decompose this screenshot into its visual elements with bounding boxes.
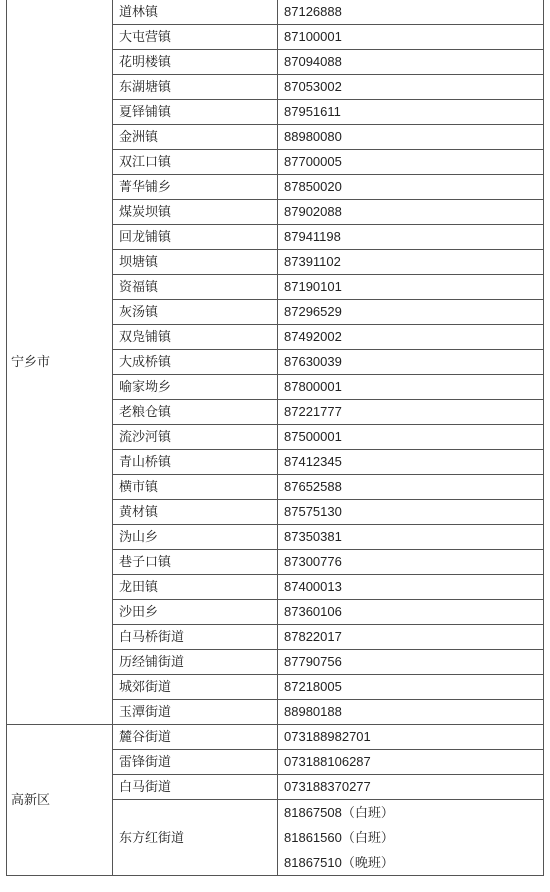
- phone-number: 87790756: [284, 654, 342, 669]
- phone-cell: [278, 500, 544, 525]
- district-cell: 宁乡市: [7, 0, 113, 725]
- phone-cell: [278, 200, 544, 225]
- town-cell: 龙田镇: [113, 575, 278, 600]
- phone-number: 88980080: [284, 129, 342, 144]
- phone-cell: [278, 100, 544, 125]
- phone-cell: [278, 675, 544, 700]
- phone-cell: [278, 225, 544, 250]
- town-cell: 黄材镇: [113, 500, 278, 525]
- town-cell: 沙田乡: [113, 600, 278, 625]
- phone-cell: [278, 650, 544, 675]
- phone-number: 87492002: [284, 329, 342, 344]
- phone-cell: [278, 575, 544, 600]
- phone-cell: [278, 175, 544, 200]
- town-cell: 道林镇: [113, 0, 278, 25]
- phone-cell: [278, 325, 544, 350]
- town-cell: 白马街道: [113, 775, 278, 800]
- phone-cell: [278, 25, 544, 50]
- phone-number: 87053002: [284, 79, 342, 94]
- phone-cell: [278, 50, 544, 75]
- town-cell: 双江口镇: [113, 150, 278, 175]
- town-cell: 双凫铺镇: [113, 325, 278, 350]
- phone-cell: [278, 525, 544, 550]
- phone-cell: [278, 125, 544, 150]
- town-cell: 回龙铺镇: [113, 225, 278, 250]
- phone-cell: [278, 400, 544, 425]
- town-cell: 坝塘镇: [113, 250, 278, 275]
- phone-number: 87190101: [284, 279, 342, 294]
- phone-number: 81867510（晚班）: [284, 855, 394, 870]
- phone-number: 87300776: [284, 554, 342, 569]
- phone-number: 87360106: [284, 604, 342, 619]
- phone-number: 87500001: [284, 429, 342, 444]
- town-cell: 玉潭街道: [113, 700, 278, 725]
- town-cell: 雷锋街道: [113, 750, 278, 775]
- phone-number: 87630039: [284, 354, 342, 369]
- phone-number: 87100001: [284, 29, 342, 44]
- phone-cell: [278, 550, 544, 575]
- phone-number: 87126888: [284, 4, 342, 19]
- phone-number: 87951611: [284, 104, 341, 119]
- phone-number: 87800001: [284, 379, 342, 394]
- phone-cell: [278, 425, 544, 450]
- town-cell: 喻家坳乡: [113, 375, 278, 400]
- phone-number: 81867508（白班）: [284, 805, 394, 820]
- phone-number: 87296529: [284, 304, 342, 319]
- table-row: [7, 0, 544, 25]
- phone-cell: [278, 0, 544, 25]
- phone-number: 87902088: [284, 204, 342, 219]
- town-cell: 流沙河镇: [113, 425, 278, 450]
- town-cell: 大成桥镇: [113, 350, 278, 375]
- table-row: [7, 725, 544, 750]
- phone-number: 87094088: [284, 54, 342, 69]
- town-cell: 灰汤镇: [113, 300, 278, 325]
- phone-cell: [278, 375, 544, 400]
- town-cell: 城郊街道: [113, 675, 278, 700]
- town-cell: 青山桥镇: [113, 450, 278, 475]
- town-cell: 资福镇: [113, 275, 278, 300]
- town-cell: 横市镇: [113, 475, 278, 500]
- contact-table: [6, 0, 544, 876]
- phone-cell: [278, 600, 544, 625]
- phone-cell: [278, 450, 544, 475]
- town-cell: 煤炭坝镇: [113, 200, 278, 225]
- phone-number: 073188982701: [284, 729, 371, 744]
- phone-number: 87652588: [284, 479, 342, 494]
- phone-cell: [278, 725, 544, 750]
- phone-number: 073188106287: [284, 754, 371, 769]
- town-cell: 老粮仓镇: [113, 400, 278, 425]
- town-cell: 夏铎铺镇: [113, 100, 278, 125]
- phone-number: 87412345: [284, 454, 342, 469]
- town-cell: 历经铺街道: [113, 650, 278, 675]
- town-cell: 白马桥街道: [113, 625, 278, 650]
- phone-number: 87391102: [284, 254, 341, 269]
- phone-cell: [278, 800, 544, 876]
- phone-cell: [278, 750, 544, 775]
- phone-number: 87700005: [284, 154, 342, 169]
- town-cell: 麓谷街道: [113, 725, 278, 750]
- phone-number: 87350381: [284, 529, 342, 544]
- phone-number: 87822017: [284, 629, 342, 644]
- phone-cell: [278, 300, 544, 325]
- phone-number: 88980188: [284, 704, 342, 719]
- phone-number: 073188370277: [284, 779, 371, 794]
- phone-cell: [278, 275, 544, 300]
- phone-number: 81861560（白班）: [284, 830, 394, 845]
- town-cell: 巷子口镇: [113, 550, 278, 575]
- phone-cell: [278, 150, 544, 175]
- phone-cell: [278, 250, 544, 275]
- phone-number: 87575130: [284, 504, 342, 519]
- district-cell: 高新区: [7, 725, 113, 876]
- town-cell: 菁华铺乡: [113, 175, 278, 200]
- town-cell: 金洲镇: [113, 125, 278, 150]
- town-cell: 东湖塘镇: [113, 75, 278, 100]
- town-cell: 大屯营镇: [113, 25, 278, 50]
- phone-number: 87218005: [284, 679, 342, 694]
- phone-cell: [278, 350, 544, 375]
- phone-number: 87850020: [284, 179, 342, 194]
- phone-number: 87400013: [284, 579, 342, 594]
- phone-cell: [278, 75, 544, 100]
- phone-cell: [278, 700, 544, 725]
- town-cell: 东方红街道: [113, 800, 278, 876]
- phone-number: 87221777: [284, 404, 342, 419]
- phone-cell: [278, 475, 544, 500]
- phone-number: 87941198: [284, 229, 341, 244]
- phone-cell: [278, 775, 544, 800]
- town-cell: 沩山乡: [113, 525, 278, 550]
- phone-cell: [278, 625, 544, 650]
- town-cell: 花明楼镇: [113, 50, 278, 75]
